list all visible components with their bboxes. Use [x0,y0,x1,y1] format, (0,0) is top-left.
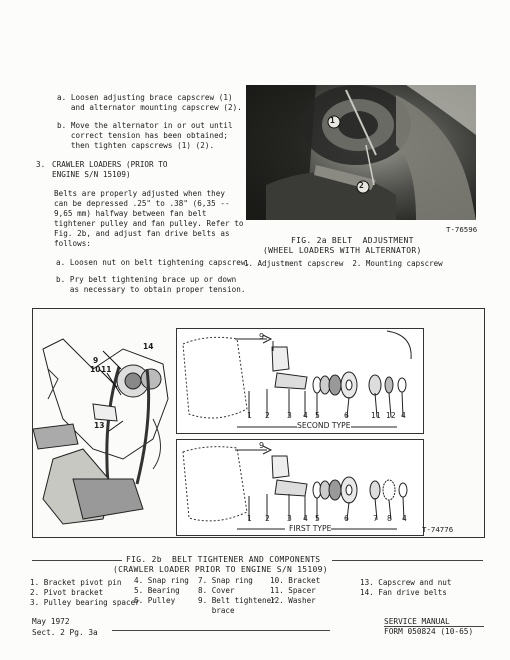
fig2a-legend: 1. Adjustment capscrew 2. Mounting capscrew [244,259,443,268]
st-num-3: 3 [287,411,292,420]
fig2a-photo [246,85,476,220]
fig2a-callout-1: 1 [330,116,335,125]
caption-rule-left [32,560,122,561]
section-number: 3. [36,160,46,169]
st-num-4b: 4 [401,411,406,420]
ft-num-7: 7 [373,514,378,523]
legend-item: 10. Bracket [270,576,321,585]
fig2b-caption-title: FIG. 2b BELT TIGHTENER AND COMPONENTS [126,555,321,564]
step-a-alternator: a. Loosen adjusting brace capscrew (1) and alternator mounting capscrew (2). [57,93,242,113]
fig2a-caption-sub: (WHEEL LOADERS WITH ALTERNATOR) [263,246,422,255]
fig2a-photo-number: T-76596 [446,225,478,234]
fig2b-callout-14: 14 [143,342,154,351]
first-type-callout-9: 9 [259,441,265,450]
second-type-panel [176,328,424,434]
fig2b-callout-13: 13 [94,421,105,430]
fig2b-legend-col4 [270,576,320,606]
legend-item: 9. Belt tightener brace [198,596,276,616]
step-b-alternator: b. Move the alternator in or out until correct tension has been obtained; then tighten capscrews (1) (2). [57,121,233,151]
legend-item: 2. Pivot bracket [30,588,104,598]
st-num-2: 2 [265,411,270,420]
st-num-5: 5 [315,411,320,420]
st-num-4: 4 [303,411,308,420]
second-type-numbers [177,411,423,421]
alternator-photo-image [246,85,476,220]
legend-item: 14. Fan drive belts [360,588,447,598]
legend-item: 6. Pulley [134,596,176,606]
ft-num-6: 6 [344,514,349,523]
legend-item: 11. Spacer [270,586,316,596]
legend-item: 1. Bracket pivot pin [30,578,122,587]
first-type-numbers [177,514,423,524]
first-type-label: FIRST TYPE [289,524,332,533]
engine-illustration [33,309,183,537]
step-b-crawler: b. Pry belt tightening brace up or down as necessary to obtain proper tension. [56,275,246,295]
legend-item: 12. Washer [270,596,316,606]
fig2b-legend-col2 [134,576,189,606]
section-body: Belts are properly adjusted when they can be depressed .25" to .38" (6,35 -- 9,65 mm) halfway between fan belt tightener pulley and fan pulley. Refer to Fig. 2b, and adjust fan drive belts as follows: [54,189,244,249]
footer-date: May 1972 [32,617,70,626]
section-heading: CRAWLER LOADERS (PRIOR TO ENGINE S/N 15109) [52,160,168,180]
legend-item: 4. Snap ring [134,576,189,585]
second-type-callout-9: 9 [259,332,265,341]
legend-item: 8. Cover [198,586,235,596]
ft-num-4: 4 [303,514,308,523]
legend-item: 5. Bearing [134,586,180,596]
caption-rule-right [332,560,483,561]
fig2b-legend-col3 [198,576,276,616]
st-num-1: 1 [247,411,252,420]
footer-rule [112,630,330,631]
fig2a-callout-2: 2 [359,181,364,190]
ft-num-5: 5 [315,514,320,523]
footer-section: Sect. 2 Pg. 3a [32,628,98,637]
fig2b-legend-col5 [360,578,451,598]
legend-item: 7. Snap ring [198,576,253,585]
fig2b-legend-col1 [30,578,140,608]
ft-num-8: 8 [387,514,392,523]
legend-item: 3. Pulley bearing spacer [30,598,140,608]
footer-form: FORM 050824 (10-65) [384,627,474,636]
fig2b-frame [32,308,485,538]
ft-num-2: 2 [265,514,270,523]
legend-item: 13. Capscrew and nut [360,578,452,587]
fig2a-caption-title: FIG. 2a BELT ADJUSTMENT [291,236,414,245]
footer-manual-title: SERVICE MANUAL [384,617,450,626]
st-num-6: 6 [344,411,349,420]
st-num-11: 11 [371,411,381,420]
fig2b-photo-number: T-74776 [422,525,454,534]
fig2b-callout-9: 9 [93,356,99,365]
ft-num-3: 3 [287,514,292,523]
fig2b-callout-10: 10 [90,365,101,374]
fig2b-caption-sub: (CRAWLER LOADER PRIOR TO ENGINE S/N 15109) [113,565,328,574]
step-a-crawler: a. Loosen nut on belt tightening capscrew. [56,258,251,267]
second-type-label: SECOND TYPE [297,421,351,430]
ft-num-4b: 4 [402,514,407,523]
ft-num-1: 1 [247,514,252,523]
first-type-panel [176,439,424,536]
st-num-12: 12 [386,411,396,420]
fig2b-callout-11: 11 [101,365,112,374]
